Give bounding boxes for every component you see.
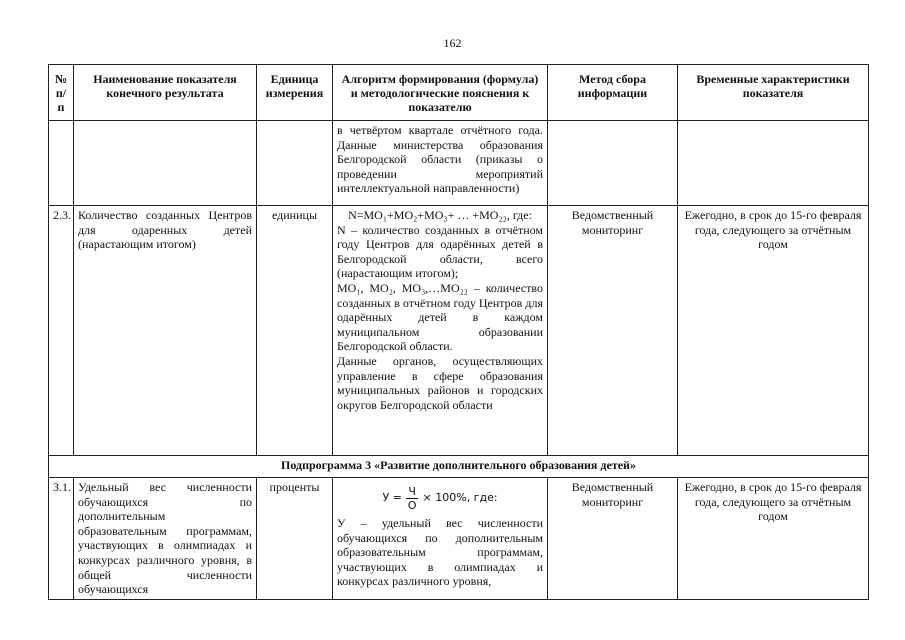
algorithm-paragraph: У – удельный вес численности обучающихся по дополнительным образовательным программам, участвующих в олимпиадах и конкурсах различного уровня,: [337, 516, 543, 589]
cell-timing: Ежегодно, в срок до 15-го февраля года, следующего за отчётным годом: [678, 478, 869, 600]
cell-unit: единицы: [257, 206, 333, 456]
formula-denominator: О: [407, 498, 417, 512]
cell-unit: проценты: [257, 478, 333, 600]
algorithm-paragraph: N – количество созданных в отчётном году Центров для одарённых детей в Белгородской области, всего (нарастающим итогом);: [337, 222, 543, 281]
indicators-table: [48, 64, 869, 600]
cell-name: Количество созданных Центров для одаренных детей (нарастающим итогом): [74, 206, 257, 456]
table-header-row: [49, 65, 869, 121]
cell-method: Ведомственный мониторинг: [548, 206, 678, 456]
header-algorithm: Алгоритм формирования (формула) и методологические пояснения к показателю: [333, 65, 548, 121]
cell-empty: [74, 121, 257, 206]
cell-num: 3.1.: [49, 478, 74, 600]
formula-fraction: [406, 485, 419, 512]
cell-timing: Ежегодно, в срок до 15-го февраля года, следующего за отчётным годом: [678, 206, 869, 456]
cell-empty: [257, 121, 333, 206]
cell-method: Ведомственный мониторинг: [548, 478, 678, 600]
cell-num: 2.3.: [49, 206, 74, 456]
table-row: [49, 478, 869, 600]
cell-algorithm: в четвёртом квартале отчётного года. Данные министерства образования Белгородской области (приказы о проведении мероприятий интеллектуальной направленности): [333, 121, 548, 206]
section-row: [49, 456, 869, 478]
table-row: [49, 121, 869, 206]
formula: [337, 480, 543, 516]
header-method: Метод сбора информации: [548, 65, 678, 121]
formula-text: N=MO₁+MO₂+MO₃+ … +MO₂₂, где:: [348, 208, 532, 222]
cell-algorithm: [333, 206, 548, 456]
header-num: № п/п: [49, 65, 74, 121]
cell-name: Удельный вес численности обучающихся по дополнительным образовательным программам, участвующих в олимпиадах и конкурсах различного уровня, в общей численности обучающихся: [74, 478, 257, 600]
header-unit: Единица измерения: [257, 65, 333, 121]
algorithm-paragraph: Данные органов, осуществляющих управление в сфере образования муниципальных районов и городских округов Белгородской области: [337, 353, 543, 412]
header-name: Наименование показателя конечного результата: [74, 65, 257, 121]
cell-algorithm: [333, 478, 548, 600]
formula-numerator: Ч: [408, 484, 416, 498]
cell-empty: [49, 121, 74, 206]
section-title: Подпрограмма 3 «Развитие дополнительного образования детей»: [49, 456, 869, 478]
header-timing: Временные характеристики показателя: [678, 65, 869, 121]
formula-lhs: У =: [382, 490, 402, 504]
algorithm-paragraph: MO₁, MO₂, MO₃,…MO₂₂ – количество созданных в отчётном году Центров для одарённых детей в каждом муниципальном образовании Белгородской области.: [337, 280, 543, 354]
formula-rhs: × 100%, где:: [422, 490, 498, 504]
table-row: [49, 206, 869, 456]
cell-empty: [678, 121, 869, 206]
cell-empty: [548, 121, 678, 206]
page-number: 162: [443, 36, 462, 50]
